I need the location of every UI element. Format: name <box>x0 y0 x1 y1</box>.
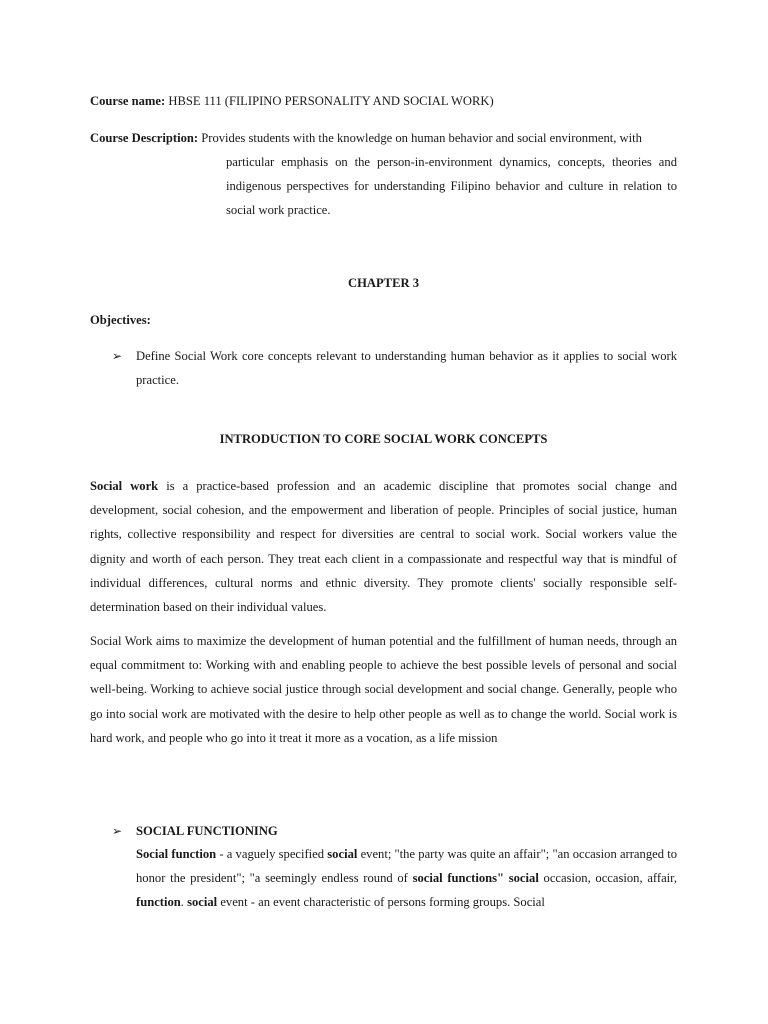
arrow-bullet-icon: ➢ <box>112 824 123 838</box>
definition-bold: social <box>327 847 358 861</box>
definition-text: . <box>180 895 188 910</box>
definition-text: - a vaguely specified <box>216 847 328 861</box>
social-functioning-item <box>112 819 677 843</box>
social-functioning-heading: SOCIAL FUNCTIONING <box>136 824 278 838</box>
arrow-bullet-icon: ➢ <box>112 349 123 363</box>
objectives-label: Objectives: <box>90 313 151 327</box>
definition-text: occasion, occasion, affair, <box>538 871 677 886</box>
definition-bold: function <box>136 895 181 910</box>
course-name-label: Course name: <box>90 94 166 108</box>
course-description-rest: particular emphasis on the person-in-environment dynamics, concepts, theories and indigenous perspectives for understanding Filipino behavior and culture in relation to social work practice. <box>226 155 677 217</box>
paragraph-body: is a practice-based profession and an academic discipline that promotes social change and development, social cohesion, and the empowerment and liberation of people. Principles of social justice, human rights, collective responsibility and respect for diversities are central to social work. Social workers value the dignity and worth of each person. They treat each client in a compassionate and respectful way that is mindful of individual differences, cultural norms and ethnic diversity. They promote clients' socially responsible self-determination based on their individual values. <box>90 479 677 615</box>
definition-bold: social <box>187 895 218 910</box>
course-name-line <box>90 90 677 112</box>
paragraph-social-work <box>90 474 677 619</box>
definition-term: Social function <box>136 847 217 861</box>
course-description-label: Course Description: <box>90 131 199 145</box>
paragraph-lead-term: Social work <box>90 479 159 493</box>
course-description-first-text: Provides students with the knowledge on human behavior and social environment, with <box>198 131 642 145</box>
definition-text: event; "the party was quite an affair"; "an occasion arranged to honor the president"; "a seemingly endless round of <box>136 847 677 886</box>
course-description <box>90 126 677 222</box>
social-function-definition <box>136 842 677 915</box>
definition-bold: social functions" <box>412 871 505 886</box>
definition-bold: social <box>508 871 539 886</box>
course-description-first-line <box>90 126 677 150</box>
paragraph-social-work-aims: Social Work aims to maximize the development of human potential and the fulfillment of human needs, through an equal commitment to: Working with and enabling people to achieve the best possible levels of personal and social well-being. Working to achieve social justice through social development and social change. Generally, people who go into social work are motivated with the desire to help other people as well as to change the world. Social work is hard work, and people who go into it treat it more as a vocation, as a life mission <box>90 634 677 745</box>
section-title: INTRODUCTION TO CORE SOCIAL WORK CONCEPTS <box>219 432 548 446</box>
definition-text: event - an event characteristic of persons forming groups. Social <box>217 895 545 910</box>
objective-item <box>112 344 677 392</box>
objective-text: Define Social Work core concepts relevant to understanding human behavior as it applies to social work practice. <box>136 349 677 388</box>
chapter-title: CHAPTER 3 <box>347 276 420 290</box>
course-name-value: HBSE 111 (FILIPINO PERSONALITY AND SOCIAL WORK) <box>165 94 494 108</box>
